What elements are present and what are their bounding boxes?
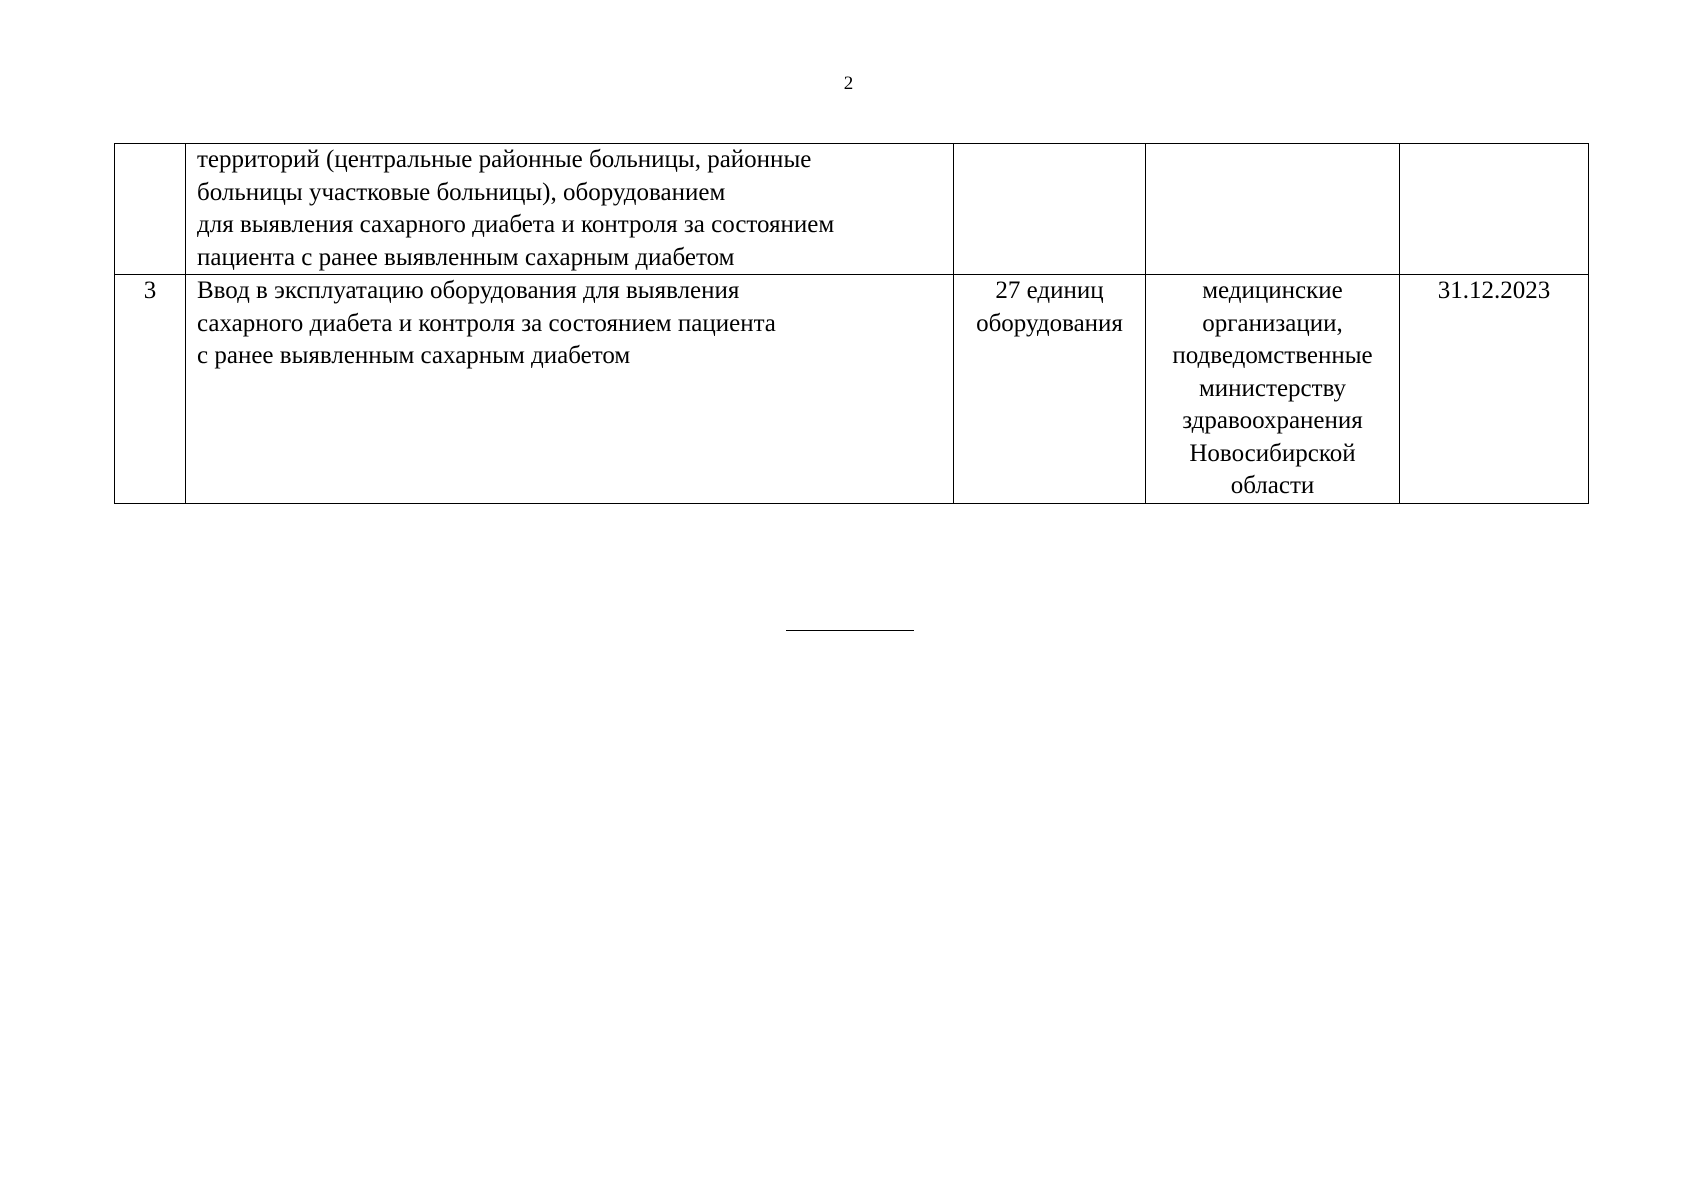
executor-cell [1146,275,1400,504]
measure-name-line: больницы участковые больницы), оборудованием [197,178,726,206]
row-number-cell [115,144,186,275]
measure-name-cell [186,144,954,275]
executor-line: здравоохранения [1182,407,1363,434]
page-number: 2 [843,73,854,94]
end-of-document-rule [786,630,914,631]
measure-name-line: территорий (центральные районные больницы, районные [197,146,812,173]
executor-line: министерству [1198,374,1347,402]
row-number-cell: 3 [115,275,186,504]
executor-line: Новосибирской [1189,439,1356,467]
executor-line: медицинские [1202,277,1343,304]
executor-line: области [1230,472,1315,499]
quantity-cell [954,275,1146,504]
executor-line: организации, [1202,309,1343,337]
deadline-cell: 31.12.2023 [1400,275,1589,504]
measure-name-line: пациента с ранее выявленным сахарным диабетом [197,243,735,271]
deadline-cell [1400,144,1589,275]
measure-name-line: сахарного диабета и контроля за состоянием пациента [197,309,776,337]
executor-cell [1146,144,1400,275]
table-row [115,144,1589,275]
measures-table [114,143,1589,504]
quantity-line: 27 единиц [995,277,1104,304]
quantity-line: оборудования [976,309,1123,337]
quantity-cell [954,144,1146,275]
measure-name-line: с ранее выявленным сахарным диабетом [197,342,631,369]
table-row [115,275,1589,504]
measure-name-cell [186,275,954,504]
executor-line: подведомственные [1172,342,1373,369]
measure-name-line: для выявления сахарного диабета и контроля за состоянием [197,211,835,238]
measure-name-line: Ввод в эксплуатацию оборудования для выявления [197,277,740,304]
